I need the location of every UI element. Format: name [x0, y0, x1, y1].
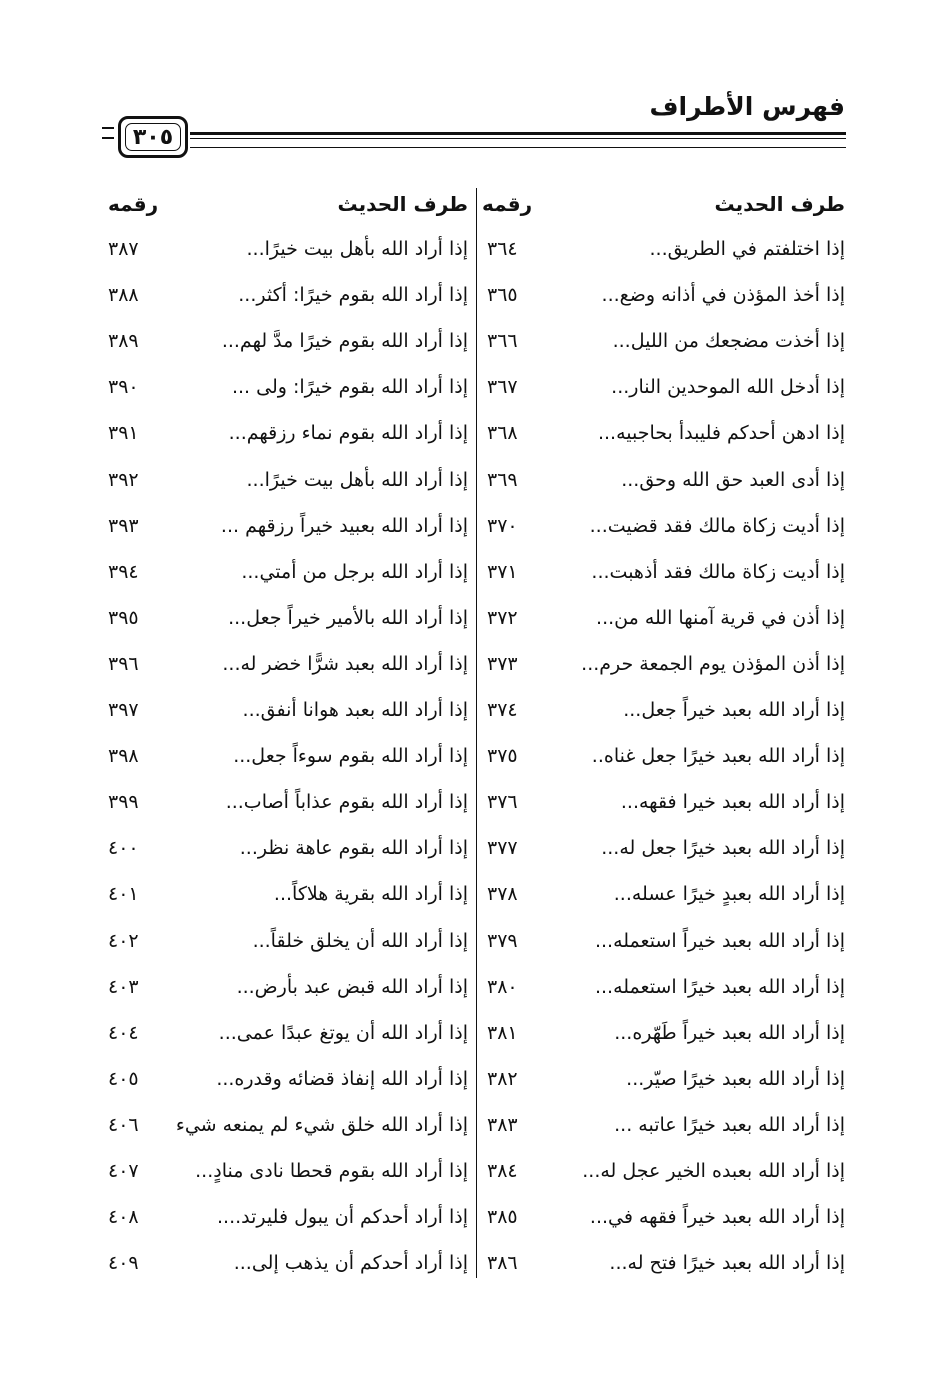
- entry-text-left: إذا أراد أحدكم أن يبول فليرتد....: [217, 1206, 468, 1229]
- entry-number-left: ٣٩٧: [108, 699, 139, 721]
- entry-text-left: إذا أراد الله أن يوتغ عبدًا عمى...: [218, 1021, 468, 1044]
- index-row: [0, 687, 948, 733]
- entry-text-left: إذا أراد الله بقوم خيرًا: ولى ...: [231, 376, 468, 399]
- entry-number-left: ٣٩٢: [108, 468, 139, 491]
- entry-text-left: إذا أراد الله بعبد شرًّا خضر له...: [222, 652, 468, 675]
- entry-text-left: إذا أراد الله بأهل بيت خيرًا...: [246, 238, 468, 260]
- entry-text-left: إذا أراد أحدكم أن يذهب إلى...: [233, 1252, 468, 1275]
- entry-number-left: ٤٠٢: [108, 929, 139, 952]
- index-row: [0, 1102, 948, 1148]
- entry-number-right: ٣٧٤: [487, 699, 518, 721]
- index-row: [0, 410, 948, 456]
- entry-number-left: ٤٠١: [108, 883, 139, 906]
- entry-text-right: إذا أراد الله بعبد خيراً طَهّره...: [614, 1021, 845, 1044]
- entry-text-left: إذا أراد الله بقوم عاهة نظر...: [239, 837, 468, 860]
- entry-number-right: ٣٧١: [487, 560, 518, 583]
- entry-text-right: إذا أذن في قرية آمنها الله من...: [596, 606, 845, 629]
- entry-number-left: ٤٠٥: [108, 1067, 139, 1090]
- index-row: [0, 733, 948, 779]
- header-rule-end: [102, 127, 114, 139]
- entry-text-left: إذا أراد الله برجل من أمتي...: [241, 560, 468, 583]
- index-row: [0, 1010, 948, 1056]
- page-number-frame: [118, 116, 188, 158]
- entry-number-left: ٤٠٠: [108, 837, 139, 860]
- entry-number-right: ٣٨٤: [487, 1160, 518, 1182]
- entry-text-right: إذا أراد الله بعبد خيرًا جعل غناه..: [591, 745, 845, 768]
- index-row: [0, 1148, 948, 1194]
- entry-text-right: إذا أديت زكاة مالك فقد أذهبت...: [591, 560, 845, 583]
- entry-number-left: ٣٩٠: [108, 376, 139, 399]
- entry-number-right: ٣٨٢: [487, 1067, 518, 1090]
- entry-number-right: ٣٧٠: [487, 514, 518, 537]
- entry-text-right: إذا أدخل الله الموحدين النار...: [611, 376, 845, 399]
- entry-text-right: إذا أراد الله بعبد خيرا فقهه...: [620, 791, 845, 814]
- entry-text-left: إذا أراد الله خلق شيء لم يمنعه شيء: [175, 1113, 468, 1136]
- column-header-right-number: رقمه: [482, 192, 533, 216]
- entry-number-right: ٣٨١: [487, 1021, 518, 1044]
- index-row: [0, 318, 948, 364]
- index-row: [0, 457, 948, 503]
- entry-number-right: ٣٧٣: [487, 652, 518, 675]
- entry-number-left: ٣٨٨: [108, 284, 139, 307]
- entry-number-left: ٣٨٧: [108, 238, 139, 260]
- entry-text-left: إذا أراد الله بقوم خيرًا: أكثر...: [238, 284, 468, 307]
- index-row: [0, 1056, 948, 1102]
- entry-text-left: إذا أراد الله إنفاذ قضائه وقدره...: [216, 1067, 468, 1090]
- entry-number-left: ٣٩٦: [108, 652, 139, 675]
- entry-number-right: ٣٧٧: [487, 837, 518, 860]
- entry-text-right: إذا أراد الله بعبده الخير عجل له...: [582, 1160, 845, 1182]
- entry-text-right: إذا أديت زكاة مالك فقد قضيت...: [589, 514, 845, 537]
- entry-text-right: إذا أدى العبد حق الله وحق...: [621, 468, 845, 491]
- index-row: [0, 226, 948, 272]
- entry-number-right: ٣٨٥: [487, 1206, 518, 1229]
- entry-text-right: إذا أراد الله بعبد خيراً فقهه في...: [589, 1206, 845, 1229]
- page-title: فهرس الأطراف: [649, 92, 845, 121]
- entry-text-right: إذا أراد الله بعبد خيرًا عاتبه ...: [614, 1113, 845, 1136]
- entry-text-left: إذا أراد الله بعبد هوانا أنفق...: [242, 699, 468, 721]
- entry-text-left: إذا أراد الله بقوم عذاباً أصاب...: [225, 791, 468, 814]
- index-row: [0, 595, 948, 641]
- entry-number-right: ٣٧٦: [487, 791, 518, 814]
- entry-text-left: إذا أراد الله بقوم نماء رزقهم...: [228, 422, 468, 445]
- entry-number-left: ٣٩١: [108, 422, 139, 445]
- index-row: [0, 825, 948, 871]
- entry-number-left: ٤٠٩: [108, 1252, 139, 1275]
- entry-text-right: إذا أراد الله بعبد خيرًا استعمله...: [594, 975, 845, 998]
- entry-number-left: ٣٩٨: [108, 745, 139, 768]
- entry-number-left: ٤٠٤: [108, 1021, 139, 1044]
- entry-text-left: إذا أراد الله بقوم قحطا نادى منادٍ...: [195, 1160, 468, 1182]
- entry-text-right: إذا أراد الله بعبد خيراً استعمله...: [594, 929, 845, 952]
- entry-text-right: إذا ادهن أحدكم فليبدأ بحاجبيه...: [597, 422, 845, 445]
- entry-text-left: إذا أراد الله بعبيد خيراً رزقهم ...: [220, 514, 468, 537]
- index-row: [0, 964, 948, 1010]
- column-header-left-number: رقمه: [108, 192, 159, 216]
- entry-number-left: ٣٨٩: [108, 330, 139, 353]
- entry-text-left: إذا أراد الله بالأمير خيراً جعل...: [228, 606, 468, 629]
- entry-number-right: ٣٦٦: [487, 330, 518, 353]
- entry-number-right: ٣٦٤: [487, 238, 518, 260]
- index-row: [0, 779, 948, 825]
- index-row: [0, 549, 948, 595]
- entry-number-right: ٣٦٨: [487, 422, 518, 445]
- index-row: [0, 1240, 948, 1286]
- entry-number-left: ٤٠٦: [108, 1113, 139, 1136]
- entry-number-left: ٣٩٣: [108, 514, 139, 537]
- entry-text-left: إذا أراد الله بقوم سوءاً جعل...: [233, 745, 468, 768]
- entry-text-left: إذا أراد الله بقرية هلاكاً...: [273, 883, 468, 906]
- header-rule: [190, 132, 846, 148]
- entry-number-right: ٣٧٥: [487, 745, 518, 768]
- column-header-right-text: طرف الحديث: [714, 192, 845, 216]
- entry-text-right: إذا اختلفتم في الطريق...: [649, 238, 845, 260]
- entry-text-right: إذا أراد الله بعبد خيراً جعل...: [623, 699, 845, 721]
- entry-number-left: ٣٩٩: [108, 791, 139, 814]
- index-row: [0, 918, 948, 964]
- entry-number-right: ٣٦٧: [487, 376, 518, 399]
- entry-number-right: ٣٦٩: [487, 468, 518, 491]
- entry-text-right: إذا أراد الله بعبدٍ خيرًا عسله...: [613, 883, 845, 906]
- entry-number-left: ٤٠٧: [108, 1160, 139, 1182]
- index-row: [0, 272, 948, 318]
- entry-text-left: إذا أراد الله قبض عبد بأرض...: [236, 975, 468, 998]
- entry-text-right: إذا أخذت مضجعك من الليل...: [612, 330, 845, 353]
- entry-number-right: ٣٨٦: [487, 1252, 518, 1275]
- entry-text-right: إذا أخذ المؤذن في أذانه وضع...: [601, 284, 845, 307]
- entry-number-left: ٣٩٤: [108, 560, 139, 583]
- entry-text-left: إذا أراد الله أن يخلق خلقاً...: [252, 929, 468, 952]
- entry-text-left: إذا أراد الله بأهل بيت خيرًا...: [246, 468, 468, 491]
- entry-text-right: إذا أراد الله بعبد خيرًا صيّر...: [626, 1067, 845, 1090]
- index-row: [0, 503, 948, 549]
- entry-number-right: ٣٨٣: [487, 1113, 518, 1136]
- entry-text-left: إذا أراد الله بقوم خيرًا مدَّ لهم...: [221, 330, 468, 353]
- entry-number-left: ٣٩٥: [108, 606, 139, 629]
- index-row: [0, 871, 948, 917]
- entry-text-right: إذا أراد الله بعبد خيرًا جعل له...: [601, 837, 845, 860]
- index-row: [0, 641, 948, 687]
- entry-text-right: إذا أذن المؤذن يوم الجمعة حرم...: [581, 652, 845, 675]
- entry-number-right: ٣٨٠: [487, 975, 518, 998]
- page-number: ٣٠٥: [132, 124, 174, 150]
- entry-number-left: ٤٠٣: [108, 975, 139, 998]
- entry-number-right: ٣٧٢: [487, 606, 518, 629]
- entry-number-right: ٣٧٨: [487, 883, 518, 906]
- index-row: [0, 1194, 948, 1240]
- entry-number-left: ٤٠٨: [108, 1206, 139, 1229]
- entry-text-right: إذا أراد الله بعبد خيرًا فتح له...: [609, 1252, 845, 1275]
- entry-number-right: ٣٦٥: [487, 284, 518, 307]
- column-header-left-text: طرف الحديث: [337, 192, 468, 216]
- index-row: [0, 364, 948, 410]
- entry-number-right: ٣٧٩: [487, 929, 518, 952]
